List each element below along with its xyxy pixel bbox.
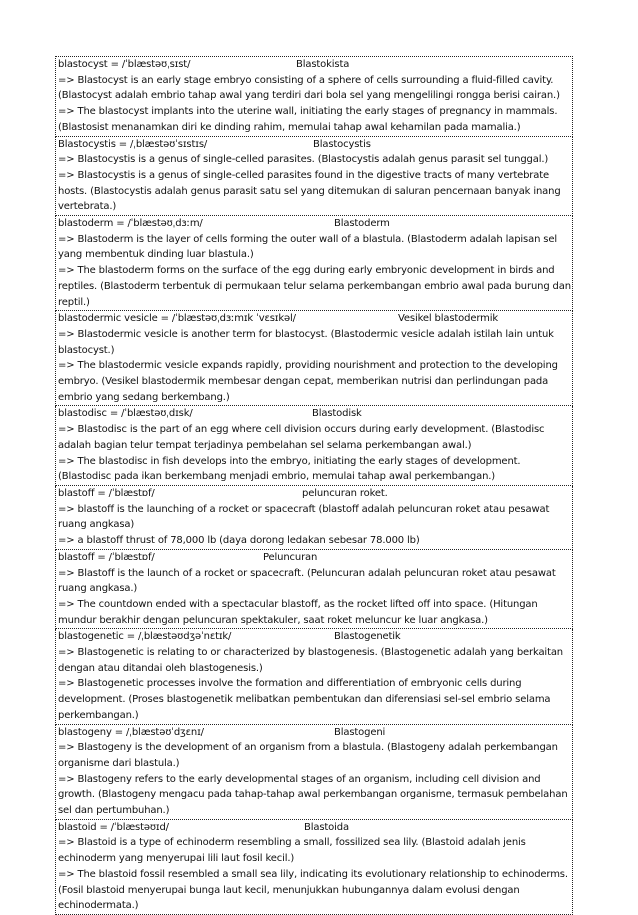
entry-header <box>58 725 571 741</box>
entry-example: => Blastodisc is the part of an egg where cell division occurs during early development. (Blastodisc adalah bagian telur tempat terjadinya pembelahan sel selama perkembangan awal.) <box>58 424 545 451</box>
entry-term: blastodermic vesicle = /ˈblæstəʊˌdɜːmɪk ˈvɛsɪkəl/ <box>58 313 296 325</box>
entry-header <box>58 57 571 73</box>
entry-term: blastodisc = /ˈblæstəʊˌdɪsk/ <box>58 408 193 420</box>
entry-example: => Blastocystis is a genus of single-celled parasites found in the digestive tracts of many vertebrate hosts. (Blastocystis adalah genus parasit satu sel yang ditemukan di saluran pencernaan banyak inang vertebrata.) <box>58 169 561 213</box>
entry-term: blastocyst = /ˈblæstəʊˌsɪst/ <box>58 59 191 70</box>
entry-example: => Blastogenetic is relating to or characterized by blastogenesis. (Blastogenetic adalah yang berkaitan dengan atau ditandai oleh blastogenesis.) <box>58 647 563 674</box>
entry-translation: Blastodisk <box>312 408 362 420</box>
entry-example: => Blastoderm is the layer of cells forming the outer wall of a blastula. (Blastoderm adalah lapisan sel yang membentuk dinding luar blastula.) <box>58 233 557 261</box>
entry-header <box>58 486 571 502</box>
entry-translation: Blastocystis <box>313 138 371 150</box>
glossary-document <box>55 56 573 915</box>
entry-example: => Blastogeny refers to the early developmental stages of an organism, including cell division and growth. (Blastogeny mengacu pada tahap-tahap awal perkembangan organisme, termasuk pembelahan sel dan pertumbuhan.) <box>58 773 568 817</box>
entry-example: => Blastodermic vesicle is another term for blastocyst. (Blastodermic vesicle adalah istilah lain untuk blastocyst.) <box>58 328 554 356</box>
entry-header <box>58 629 571 645</box>
entry-header <box>58 137 571 153</box>
entry-header <box>58 406 571 422</box>
entry-header <box>58 216 571 232</box>
entry-example: => The countdown ended with a spectacular blastoff, as the rocket lifted off into space. (Hitungan mundur berakhir dengan peluncuran spektakuler, saat roket meluncur ke luar angkasa.) <box>58 598 538 626</box>
entry-term: blastogenetic = /ˌblæstəʊdʒəˈnɛtɪk/ <box>58 631 232 643</box>
entry-term: blastoff = /ˈblæstɒf/ <box>58 487 155 499</box>
glossary-entry <box>55 550 573 630</box>
glossary-entry <box>55 311 573 406</box>
entry-translation: peluncuran roket. <box>302 487 388 499</box>
entry-translation: Blastoida <box>304 821 349 833</box>
glossary-entry <box>55 486 573 550</box>
entry-translation: Peluncuran <box>263 551 318 563</box>
entry-term: Blastocystis = /ˌblæstəʊˈsɪstɪs/ <box>58 138 208 150</box>
entry-example: => blastoff is the launching of a rocket or spacecraft (blastoff adalah peluncuran roket atau pesawat ruang angkasa) <box>58 503 550 531</box>
entry-translation: Blastokista <box>296 59 350 70</box>
glossary-entry <box>55 216 573 311</box>
entry-term: blastoderm = /ˈblæstəʊˌdɜːm/ <box>58 218 203 230</box>
entry-term: blastoid = /ˈblæstəʊɪd/ <box>58 821 169 833</box>
entry-term: blastoff = /ˈblæstɒf/ <box>58 551 155 563</box>
entry-example: => Blastogeny is the development of an organism from a blastula. (Blastogeny adalah perkembangan organisme dari blastula.) <box>58 742 558 769</box>
glossary-entry <box>55 406 573 486</box>
entry-example: => Blastocyst is an early stage embryo consisting of a sphere of cells surrounding a fluid-filled cavity. (Blastocyst adalah embrio tahap awal yang terdiri dari bola sel yang mengelilingi rongga berisi cairan.) <box>58 74 560 102</box>
entry-header <box>58 311 571 327</box>
entry-example: => The blastodisc in fish develops into the embryo, initiating the early stages of development. (Blastodisc pada ikan berkembang menjadi embrio, memulai tahap awal perkembangan.) <box>58 455 521 483</box>
entry-example: => The blastocyst implants into the uterine wall, initiating the early stages of pregnancy in mammals. (Blastosist menanamkan diri ke dinding rahim, memulai tahap awal kehamilan pada mamalia.) <box>58 106 558 133</box>
entry-header <box>58 550 571 566</box>
entry-translation: Blastogeni <box>334 726 386 738</box>
entry-example: => a blastoff thrust of 78,000 lb (daya dorong ledakan sebesar 78.000 lb) <box>58 535 420 547</box>
entry-example: => The blastoderm forms on the surface of the egg during early embryonic development in birds and reptiles. (Blastoderm terbentuk di permukaan telur selama perkembangan embrio awal pada burung dan reptil.) <box>58 265 571 308</box>
entry-example: => Blastoff is the launch of a rocket or spacecraft. (Peluncuran adalah peluncuran roket atau pesawat ruang angkasa.) <box>58 567 556 595</box>
entry-example: => Blastocystis is a genus of single-celled parasites. (Blastocystis adalah genus parasit sel tunggal.) <box>58 154 549 166</box>
entry-example: => The blastodermic vesicle expands rapidly, providing nourishment and protection to the developing embryo. (Vesikel blastodermik membesar dengan cepat, memberikan nutrisi dan perlindungan pada embrio yang sedang berkembang.) <box>58 360 558 403</box>
entry-translation: Blastoderm <box>334 218 390 230</box>
glossary-entry <box>55 629 573 724</box>
glossary-entry <box>55 137 573 217</box>
entry-example: => Blastogenetic processes involve the formation and differentiation of embryonic cells during development. (Proses blastogenetik melibatkan pembentukan dan diferensiasi sel-sel embrio selama perkembangan.) <box>58 678 551 721</box>
entry-example: => The blastoid fossil resembled a small sea lily, indicating its evolutionary relationship to echinoderms. (Fosil blastoid menyerupai bunga laut kecil, menunjukkan hubungannya dalam evolusi dengan echinodermata.) <box>58 868 568 912</box>
entry-translation: Blastogenetik <box>334 631 401 643</box>
entry-translation: Vesikel blastodermik <box>398 313 498 325</box>
glossary-entry <box>55 820 573 915</box>
entry-header <box>58 820 571 836</box>
entry-example: => Blastoid is a type of echinoderm resembling a small, fossilized sea lily. (Blastoid adalah jenis echinoderm yang menyerupai lili laut fosil kecil.) <box>58 837 526 865</box>
entry-term: blastogeny = /ˌblæstəʊˈdʒɛnɪ/ <box>58 726 204 738</box>
glossary-entry <box>55 56 573 137</box>
glossary-entry <box>55 725 573 820</box>
